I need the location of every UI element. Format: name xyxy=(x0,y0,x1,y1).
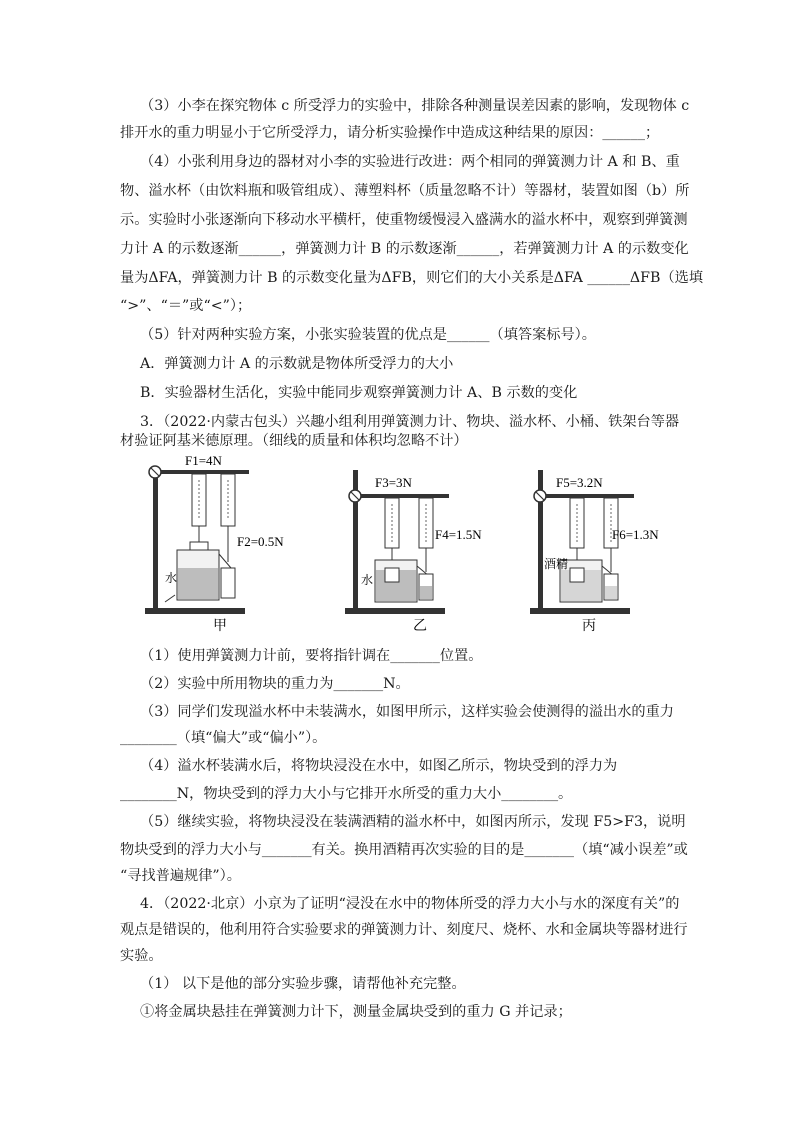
option-a: A．弹簧测力计 A 的示数就是物体所受浮力的大小 xyxy=(140,356,454,372)
liquid-label: 水 xyxy=(165,571,178,585)
question-heading: 4．（2022·北京）小京为了证明“浸没在水中的物体所受的浮力大小与水的深度有关”的 xyxy=(140,896,680,912)
reading-side: F4=1.5N xyxy=(435,527,482,542)
reading-top: F1=4N xyxy=(185,453,222,468)
figure-caption: 乙 xyxy=(413,619,427,632)
text-line: （3）同学们发现溢水杯中未装满水，如图甲所示，这样实验会使测得的溢出水的重力 xyxy=(140,704,674,720)
text-line: 示。实验时小张逐渐向下移动水平横杆，使重物缓慢浸入盛满水的溢水杯中，观察到弹簧测 xyxy=(120,212,688,228)
question-heading: 3．（2022·内蒙古包头）兴趣小组利用弹簧测力计、物块、溢水杯、小桶、铁架台等器 xyxy=(140,414,680,430)
reading-top: F3=3N xyxy=(375,475,412,490)
figure-caption: 甲 xyxy=(213,619,227,632)
text-line: 力计 A 的示数逐渐______，弹簧测力计 B 的示数逐渐______，若弹簧测力计 A 的示数变化 xyxy=(120,241,689,257)
reading-side: F2=0.5N xyxy=(237,534,284,549)
text-line: （1）使用弹簧测力计前，要将指针调在_______位置。 xyxy=(140,648,483,664)
text-line: ________N，物块受到的浮力大小与它排开水所受的重力大小________。 xyxy=(120,786,573,802)
text-line: （4）溢水杯装满水后，将物块浸没在水中，如图乙所示，物块受到的浮力为 xyxy=(140,758,618,774)
liquid-label: 酒精 xyxy=(544,557,569,571)
figure-jia xyxy=(145,450,295,632)
text-line: （1） 以下是他的部分实验步骤，请帮他补充完整。 xyxy=(140,976,466,992)
figure-caption: 丙 xyxy=(582,619,596,632)
text-line: 量为ΔFA，弹簧测力计 B 的示数变化量为ΔFB，则它们的大小关系是ΔFA ______ΔFB（选填 xyxy=(120,270,704,286)
reading-top: F5=3.2N xyxy=(556,475,603,490)
text-line: （5）继续实验，将物块浸没在装满酒精的溢水杯中，如图丙所示，发现 F5>F3，说明 xyxy=(140,814,686,830)
text-line: “寻找普遍规律”）。 xyxy=(120,868,241,884)
figure-bing xyxy=(530,450,690,632)
text-line: 物、溢水杯（由饮料瓶和吸管组成）、薄塑料杯（质量忽略不计）等器材，装置如图（b）所 xyxy=(120,183,690,199)
text-line: 排开水的重力明显小于它所受浮力，请分析实验操作中造成这种结果的原因：______； xyxy=(120,125,660,141)
reading-side: F6=1.3N xyxy=(612,527,659,542)
text-line: （3）小李在探究物体 c 所受浮力的实验中，排除各种测量误差因素的影响，发现物体 c xyxy=(140,98,690,114)
text-line: “>”、“＝”或“<”）； xyxy=(120,298,252,314)
liquid-label: 水 xyxy=(361,573,374,587)
figure-yi xyxy=(345,450,495,632)
text-line: 实验。 xyxy=(120,948,163,964)
text-line: （5）针对两种实验方案，小张实验装置的优点是______（填答案标号）。 xyxy=(140,327,596,343)
text-line: 观点是错误的，他利用符合实验要求的弹簧测力计、刻度尺、烧杯、水和金属块等器材进行 xyxy=(120,922,688,938)
text-line: （2）实验中所用物块的重力为_______N。 xyxy=(140,676,410,692)
text-line: 物块受到的浮力大小与_______有关。换用酒精再次实验的目的是_______（填“减小误差”或 xyxy=(120,842,688,858)
text-line: （4）小张利用身边的器材对小李的实验进行改进：两个相同的弹簧测力计 A 和 B、重 xyxy=(140,154,680,170)
option-b: B．实验器材生活化，实验中能同步观察弹簧测力计 A、B 示数的变化 xyxy=(140,385,578,401)
text-line: 材验证阿基米德原理。（细线的质量和体积均忽略不计） xyxy=(120,433,468,449)
text-line: ________（填“偏大”或“偏小”）。 xyxy=(120,730,327,746)
text-line: ①将金属块悬挂在弹簧测力计下，测量金属块受到的重力 G 并记录； xyxy=(140,1004,572,1020)
